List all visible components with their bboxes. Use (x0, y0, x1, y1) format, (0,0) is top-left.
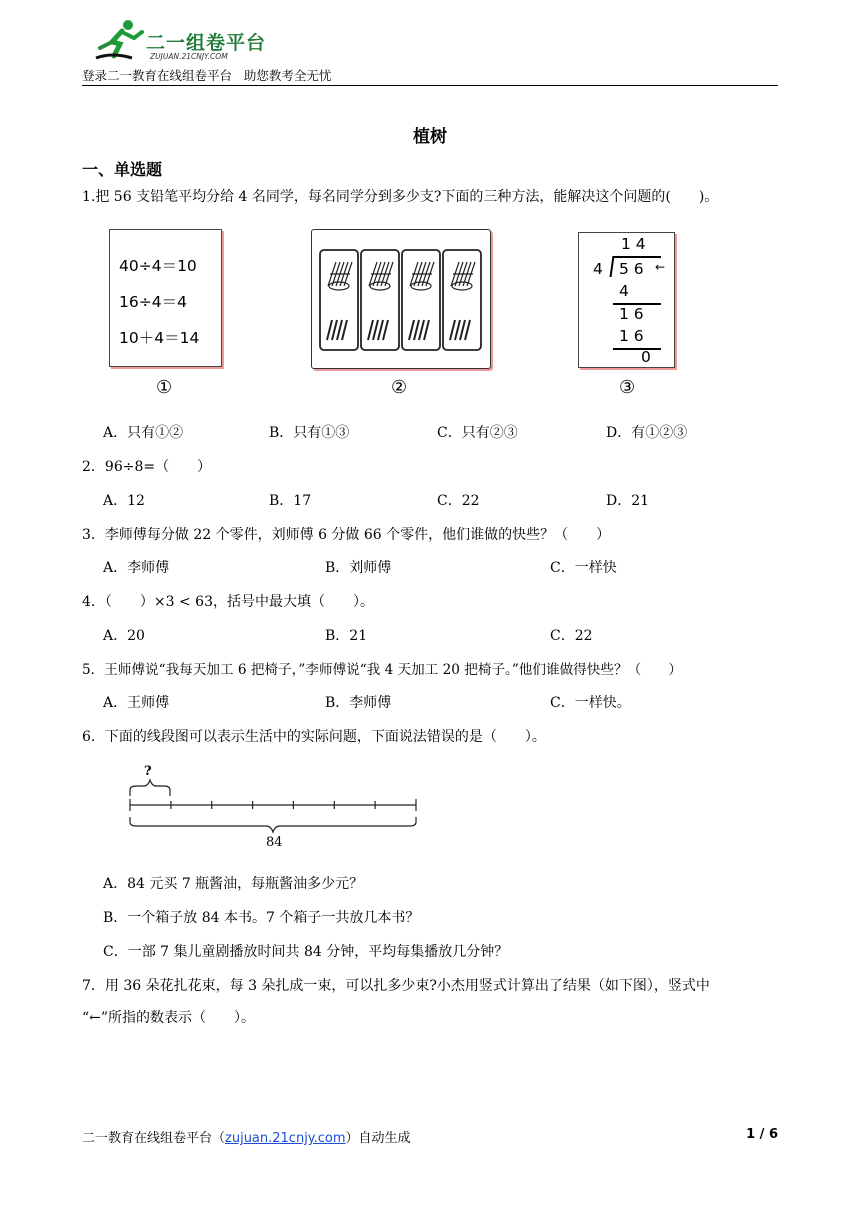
page-number: 1 / 6 (746, 1127, 778, 1142)
division-divisor: 4 (593, 260, 603, 278)
question-2-stem: 2．96÷8=（ ） (82, 459, 212, 475)
q6-option-c[interactable]: C．一部 7 集儿童剧播放时间共 84 分钟，平均每集播放几分钟？ (103, 944, 509, 960)
q4-option-b[interactable]: B．21 (325, 628, 368, 644)
page-title: 植树 (413, 127, 447, 147)
question-5-stem: 5．王师傅说“我每天加工 6 把椅子，”李师傅说“我 4 天加工 20 把椅子。”他们谁做得快些？（ ） (82, 662, 682, 678)
q2-option-a[interactable]: A．12 (103, 493, 145, 509)
division-bar (613, 256, 661, 258)
diagram-question-mark: ? (144, 764, 152, 779)
runner-logo-icon (92, 18, 146, 62)
method-3-card (578, 232, 675, 368)
division-arrow: ← (655, 260, 666, 274)
division-dividend: 5 6 (619, 260, 644, 278)
line-segment-diagram (126, 764, 420, 854)
footer-suffix: ）自动生成 (345, 1131, 411, 1146)
q1-option-a[interactable]: A．只有①② (103, 425, 184, 441)
division-line-2 (613, 348, 661, 350)
question-7-stem-line-1: 7．用 36 朵花扎花束，每 3 朵扎成一束，可以扎多少束?小杰用竖式计算出了结果（如下图），竖式中 (82, 978, 710, 994)
division-quotient: 1 4 (621, 235, 646, 253)
q4-option-a[interactable]: A．20 (103, 628, 145, 644)
question-1-stem: 1.把 56 支铅笔平均分给 4 名同学，每名同学分到多少支?下面的三种方法，能解决这个问题的( )。 (82, 189, 719, 205)
footer-prefix: 二一教育在线组卷平台（ (82, 1131, 226, 1146)
q3-option-b[interactable]: B．刘师傅 (325, 560, 392, 576)
pencil-bundles-illustration (312, 230, 490, 368)
method-2-card (311, 229, 491, 369)
method-1-line-1: 40÷4＝10 (119, 257, 197, 275)
logo-text: 二一组卷平台 (146, 32, 267, 54)
q1-option-d[interactable]: D．有①②③ (606, 425, 688, 441)
method-1-label: ① (156, 377, 173, 398)
q3-option-a[interactable]: A．李师傅 (103, 560, 170, 576)
q4-option-c[interactable]: C．22 (550, 628, 593, 644)
division-remainder: 0 (641, 348, 651, 366)
section-heading: 一、单选题 (82, 160, 163, 179)
header-slogan: 登录二一教育在线组卷平台 助您教考全无忧 (82, 68, 332, 83)
method-1-line-2: 16÷4＝4 (119, 293, 187, 311)
method-3-label: ③ (619, 377, 636, 398)
division-step-3: 1 6 (619, 327, 644, 345)
question-4-stem: 4．（ ）×3 < 63，括号中最大填（ ）。 (82, 594, 374, 610)
q5-option-c[interactable]: C．一样快。 (550, 695, 631, 711)
q6-option-a[interactable]: A．84 元买 7 瓶酱油，每瓶酱油多少元？ (103, 876, 364, 892)
footer-source (82, 1127, 411, 1146)
q5-option-a[interactable]: A．王师傅 (103, 695, 170, 711)
question-6-stem: 6．下面的线段图可以表示生活中的实际问题，下面说法错误的是（ ）。 (82, 729, 546, 745)
q2-option-c[interactable]: C．22 (437, 493, 480, 509)
footer-link[interactable]: zujuan.21cnjy.com (225, 1131, 346, 1146)
q5-option-b[interactable]: B．李师傅 (325, 695, 392, 711)
q6-option-b[interactable]: B．一个箱子放 84 本书。7 个箱子一共放几本书？ (103, 910, 420, 926)
question-3-stem: 3．李师傅每分做 22 个零件，刘师傅 6 分做 66 个零件，他们谁做的快些？（ ） (82, 527, 611, 543)
diagram-total-label: 84 (266, 835, 283, 850)
q1-option-b[interactable]: B．只有①③ (269, 425, 350, 441)
logo (92, 18, 282, 64)
q3-option-c[interactable]: C．一样快 (550, 560, 617, 576)
division-bracket (610, 256, 615, 277)
header-divider (82, 85, 778, 86)
division-step-2: 1 6 (619, 305, 644, 323)
q2-option-d[interactable]: D．21 (606, 493, 650, 509)
method-2-label: ② (391, 377, 408, 398)
q2-option-b[interactable]: B．17 (269, 493, 312, 509)
division-step-1: 4 (619, 282, 629, 300)
method-1-line-3: 10＋4＝14 (119, 329, 200, 347)
question-7-stem-line-2: “←”所指的数表示（ ）。 (82, 1010, 256, 1026)
q1-option-c[interactable]: C．只有②③ (437, 425, 518, 441)
logo-subtext: ZUJUAN.21CNJY.COM (150, 52, 228, 61)
method-1-card (109, 229, 222, 367)
